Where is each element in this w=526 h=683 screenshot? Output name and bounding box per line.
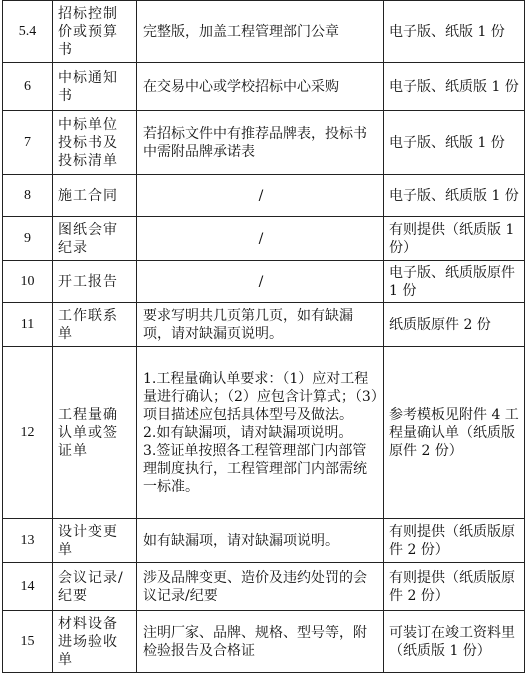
submission-form: 有则提供（纸质版 1 份）: [384, 217, 525, 261]
document-name: 图纸会审纪录: [53, 217, 137, 261]
document-name: 材料设备进场验收单: [53, 611, 137, 673]
table-row: [3, 261, 525, 303]
document-name: 中标单位投标书及投标清单: [53, 111, 137, 175]
table-row: [3, 519, 525, 563]
requirement-line: 3.签证单按照各工程管理部门内部管理制度执行，工程管理部门内部需统一标准。: [143, 442, 367, 495]
submission-form: 电子版、纸质版原件 1 份: [384, 261, 525, 303]
document-requirement: 如有缺漏项，请对缺漏项说明。: [137, 519, 384, 563]
row-number: 15: [3, 611, 53, 673]
submission-form: 可装订在竣工资料里（纸质版 1 份）: [384, 611, 525, 673]
table-row: [3, 1, 525, 63]
document-name: 中标通知书: [53, 63, 137, 111]
row-number: 10: [3, 261, 53, 303]
document-requirement: 完整版，加盖工程管理部门公章: [137, 1, 384, 63]
row-number: 8: [3, 175, 53, 217]
table-row: [3, 217, 525, 261]
requirement-line: 2.如有缺漏项，请对缺漏项说明。: [143, 424, 353, 441]
row-number: 5.4: [3, 1, 53, 63]
table-row: [3, 303, 525, 347]
submission-form: 电子版、纸质版 1 份: [384, 63, 525, 111]
row-number: 11: [3, 303, 53, 347]
document-requirement: 涉及品牌变更、造价及违约处罚的会议记录/纪要: [137, 563, 384, 611]
table-row: [3, 563, 525, 611]
submission-form: 电子版、纸版 1 份: [384, 111, 525, 175]
document-list-table: [2, 0, 525, 673]
row-number: 6: [3, 63, 53, 111]
row-number: 7: [3, 111, 53, 175]
submission-form: 有则提供（纸质版原件 2 份）: [384, 519, 525, 563]
document-name: 施工合同: [53, 175, 137, 217]
document-name: 工程量确认单或签证单: [53, 347, 137, 519]
document-requirement: /: [137, 175, 384, 217]
document-name: 工作联系单: [53, 303, 137, 347]
document-requirement: 在交易中心或学校招标中心采购: [137, 63, 384, 111]
requirement-line: 1.工程量确认单要求：（1）应对工程量进行确认；（2）应包含计算式；（3）项目描述应包括具体型号及做法。: [143, 370, 378, 423]
document-name: 会议记录/纪要: [53, 563, 137, 611]
document-name: 设计变更单: [53, 519, 137, 563]
table-row: [3, 63, 525, 111]
document-requirement: 要求写明共几页第几页，如有缺漏项，请对缺漏页说明。: [137, 303, 384, 347]
submission-form: 电子版、纸版 1 份: [384, 1, 525, 63]
table-row: [3, 175, 525, 217]
table-row: [3, 611, 525, 673]
document-requirement: 若招标文件中有推荐品牌表，投标书中需附品牌承诺表: [137, 111, 384, 175]
document-requirement: [137, 347, 384, 519]
table-row: [3, 111, 525, 175]
submission-form: 参考模板见附件 4 工程量确认单（纸质版原件 2 份）: [384, 347, 525, 519]
row-number: 12: [3, 347, 53, 519]
row-number: 13: [3, 519, 53, 563]
row-number: 14: [3, 563, 53, 611]
submission-form: 有则提供（纸质版原件 2 份）: [384, 563, 525, 611]
submission-form: 纸质版原件 2 份: [384, 303, 525, 347]
document-name: 招标控制价或预算书: [53, 1, 137, 63]
document-requirement: /: [137, 217, 384, 261]
document-requirement: /: [137, 261, 384, 303]
document-name: 开工报告: [53, 261, 137, 303]
document-requirement: 注明厂家、品牌、规格、型号等，附检验报告及合格证: [137, 611, 384, 673]
table-row: [3, 347, 525, 519]
submission-form: 电子版、纸质版 1 份: [384, 175, 525, 217]
row-number: 9: [3, 217, 53, 261]
